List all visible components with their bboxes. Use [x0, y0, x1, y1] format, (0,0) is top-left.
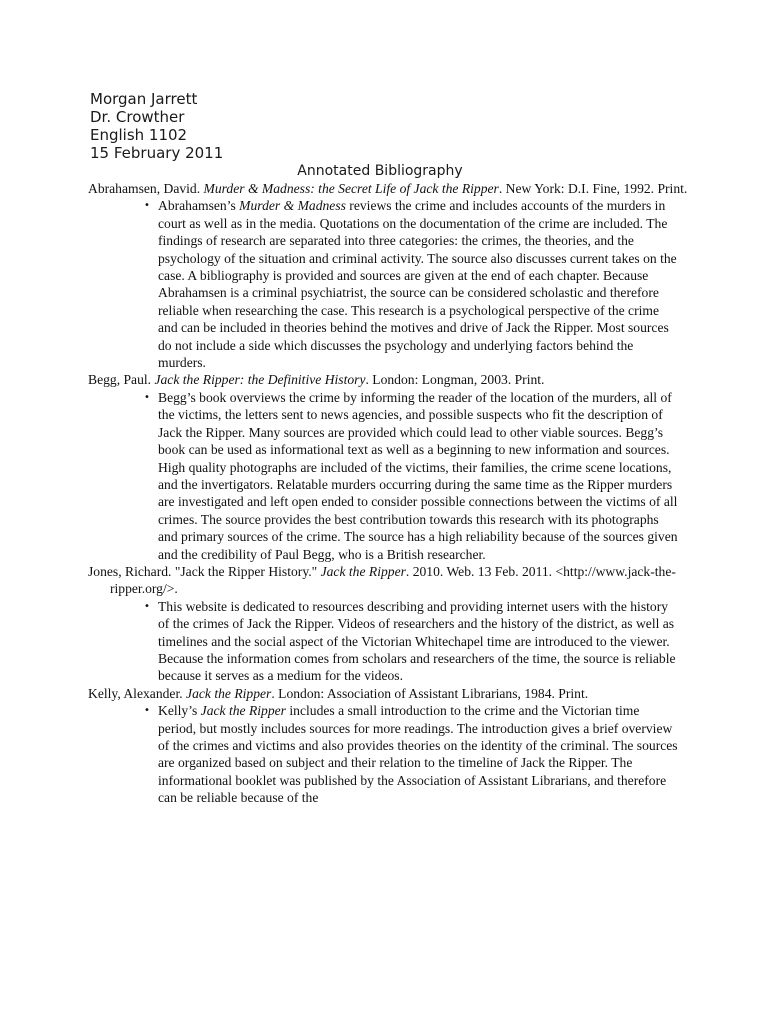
annotation-begg: [144, 389, 680, 563]
annotation-text: Begg’s book overviews the crime by informing the reader of the location of the murders, all of the victims, the letters sent to news agencies, and possible suspects who fit the description of Jack the Ripper. Many sources are provided which could lead to other viable sources. Begg’s book can be used as informational text as well as a beginning to new information and sources. High quality photographs are included of the victims, their families, the crime scene locations, and the invertigators. Relatable murders occurring during the same time as the Ripper murders are investigated and left open ended to consider possible connections between the victims of all crimes. The source provides the best contribution towards this research with its photographs and primary sources of the crime. The source has a high reliability because of the sources given and the credibility of Paul Begg, who is a British researcher.: [158, 389, 678, 562]
course-name: English 1102: [90, 126, 188, 144]
citation-title: Jack the Ripper: the Definitive History: [154, 372, 366, 388]
annotation-text-continued: reviews the crime and includes accounts of the murders in court as well as in the media. Quotations on the documentation of the crime are included. The findings of research are separated into three categories: the crimes, the theories, and the psychology of the situation and criminal activity. The source also discusses current takes on the case. A bibliography is provided and sources are given at the end of each chapter. Because Abrahamsen is a criminal psychiatrist, the source can be considered scholastic and therefore reliable when researching the case. This research is a psychological perspective of the crime and can be included in theories behind the motives and drive of Jack the Ripper. Most sources do not include a side which discusses the psychology and underlying factors behind the murders.: [158, 198, 677, 371]
bullet-icon: •: [144, 391, 150, 403]
citation-author: Abrahamsen, David.: [88, 181, 204, 196]
citation-title: Jack the Ripper: [186, 685, 272, 701]
bullet-icon: •: [144, 200, 150, 212]
annotation-kelly: [144, 702, 680, 806]
bullet-icon: •: [144, 600, 150, 612]
citation-author: Begg, Paul.: [88, 372, 155, 388]
annotation-jones: [144, 598, 680, 685]
citation-publication: . London: Longman, 2003. Print.: [365, 372, 545, 388]
citation-publication: . 2010. Web. 13 Feb. 2011. <http://www.jack-the-ripper.org/>.: [110, 563, 676, 597]
document-page: [90, 90, 690, 807]
citation-author: Jones, Richard. "Jack the Ripper History.": [88, 563, 321, 579]
citation-title: Jack the Ripper: [320, 563, 406, 579]
document-title: Annotated Bibliography: [297, 163, 463, 179]
citation-abrahamsen: [88, 180, 700, 197]
author-name: Morgan Jarrett: [90, 90, 198, 108]
citation-kelly: [88, 685, 700, 702]
citation-author: Kelly, Alexander.: [88, 685, 187, 701]
citation-publication: . New York: D.I. Fine, 1992. Print.: [498, 181, 688, 196]
annotation-text: This website is dedicated to resources describing and providing internet users with the history of the crimes of Jack the Ripper. Videos of researchers and the history of the district, as well as timelines and the social aspect of the Victorian Whitechapel time are introduced to the viewer. Because the information comes from scholars and researchers of the time, the source is reliable because it serves as a medium for the videos.: [158, 598, 676, 684]
citation-jones: [88, 563, 700, 598]
citation-publication: . London: Association of Assistant Librarians, 1984. Print.: [271, 685, 589, 701]
annotation-text: Abrahamsen’s: [158, 198, 240, 214]
annotation-text: Kelly’s: [158, 703, 201, 719]
annotation-italic-title: Murder & Madness: [239, 198, 346, 214]
annotation-text-continued: includes a small introduction to the crime and the Victorian time period, but mostly includes sources for more readings. The introduction gives a brief overview of the crimes and victims and also provides theories on the identity of the criminal. The sources are organized based on subject and their relation to the timeline of Jack the Ripper. The informational booklet was published by the Association of Assistant Librarians, and therefore can be reliable because of the: [158, 703, 678, 806]
citation-begg: [88, 371, 700, 388]
bullet-icon: •: [144, 705, 150, 717]
document-date: 15 February 2011: [90, 144, 224, 162]
citation-title: Murder & Madness: the Secret Life of Jack the Ripper: [203, 181, 499, 196]
instructor-name: Dr. Crowther: [90, 108, 185, 126]
annotation-italic-title: Jack the Ripper: [200, 703, 286, 719]
annotation-abrahamsen: [144, 197, 680, 371]
